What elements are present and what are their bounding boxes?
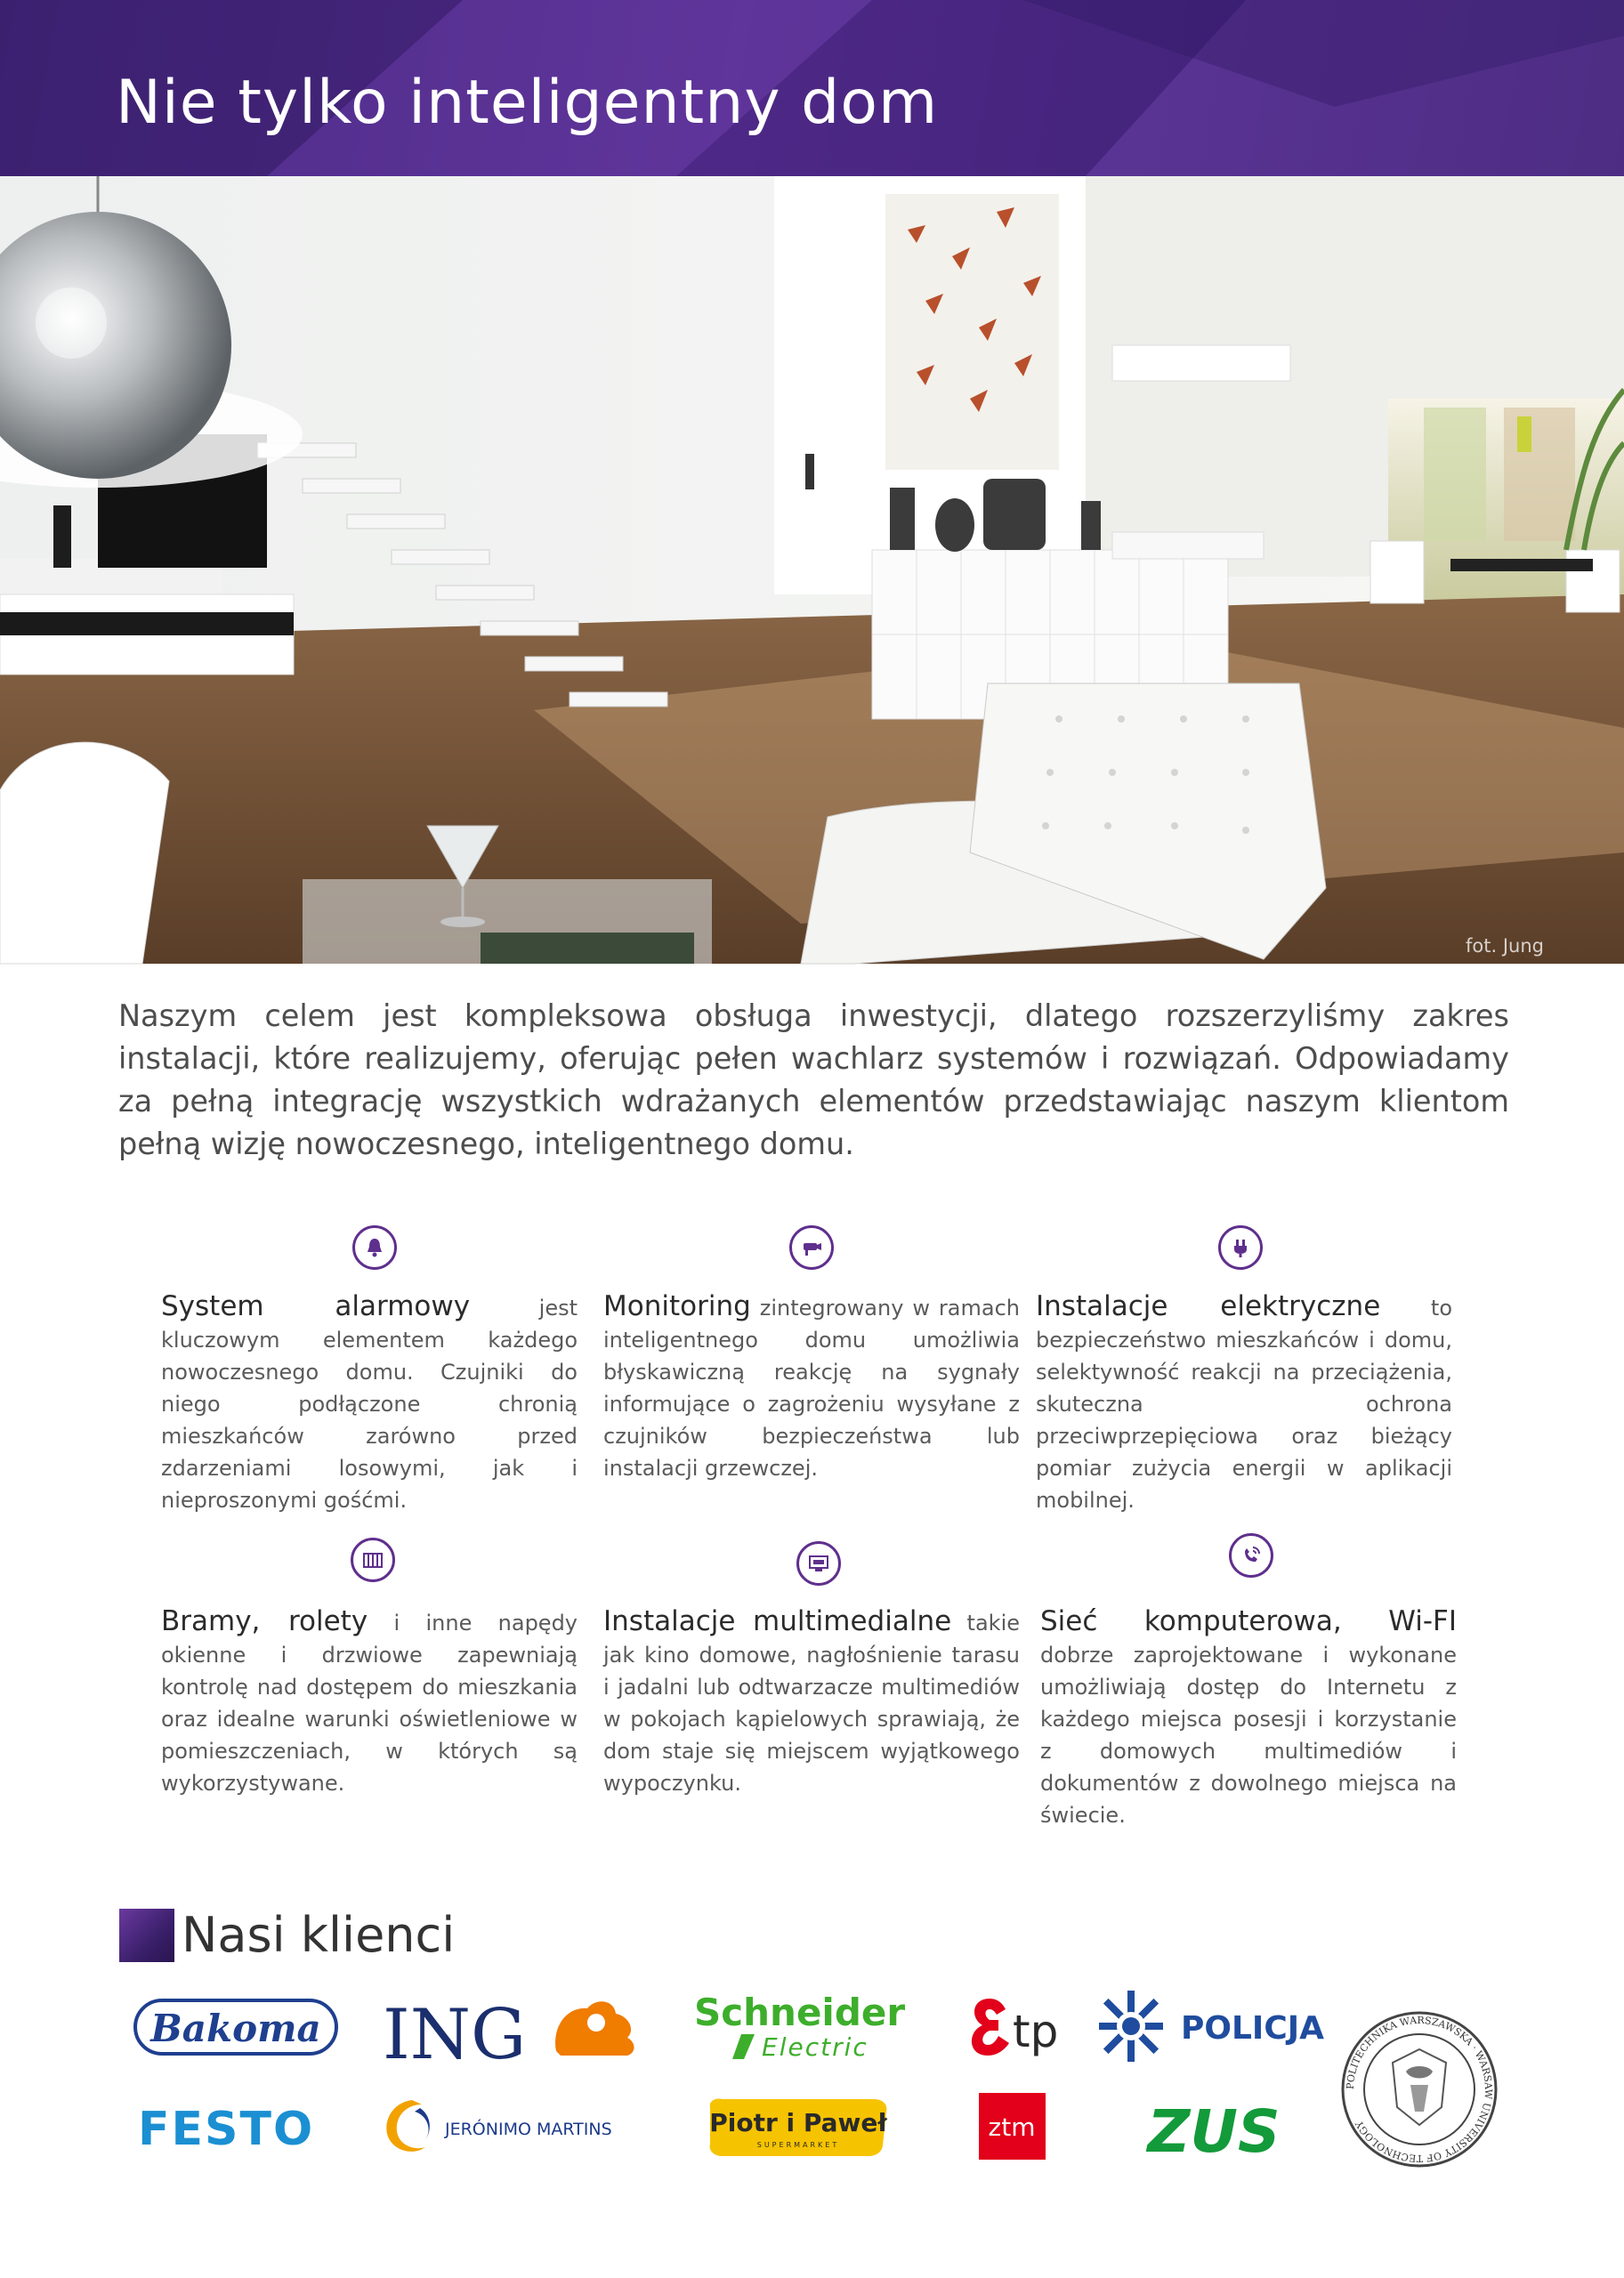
- alarm-bell-icon: [352, 1225, 397, 1270]
- feature-electrical: [1036, 1290, 1452, 1516]
- festo-logo: [138, 2102, 338, 2156]
- feature-title: Instalacje elektryczne: [1036, 1290, 1381, 1322]
- feature-title: Bramy, rolety: [161, 1605, 368, 1637]
- bakoma-logo: [133, 1995, 338, 2059]
- feature-text: zintegrowany w ramach inteligentnego domu umożliwia błyskawiczną reakcję na sygnały informujące o zagrożeniu wysyłane z czujników bezpieczeństwa lub instalacji grzewczej.: [603, 1296, 1020, 1481]
- schneider-text: Schneider: [694, 1991, 906, 2034]
- feature-title: Monitoring: [603, 1290, 751, 1322]
- policja-text: POLICJA: [1181, 2010, 1324, 2047]
- feature-gates-blinds: [161, 1605, 578, 1799]
- politechnika-warszawska-seal-logo: [1339, 2009, 1499, 2169]
- feature-title: Sieć komputerowa, Wi-FI: [1040, 1605, 1457, 1637]
- ing-lion-icon: [555, 2001, 634, 2056]
- living-room-illustration: [0, 176, 1624, 964]
- electric-plug-icon: [1218, 1225, 1263, 1270]
- header-banner: [0, 0, 1624, 176]
- feature-text: i inne napędy okienne i drzwiowe zapewniają kontrolę nad dostępem do mieszkania oraz idealne warunki oświetleniowe w pomieszczeniach, w których są wykorzystywane.: [161, 1611, 578, 1796]
- tp-text: tp: [1013, 2006, 1059, 2057]
- interior-photo: [0, 176, 1624, 964]
- policja-logo: [1099, 1989, 1324, 2064]
- zus-text: ZUS: [1147, 2097, 1281, 2166]
- piotr-i-pawel-logo: [705, 2096, 892, 2158]
- ing-logo: [383, 1989, 650, 2075]
- feature-monitoring: [603, 1290, 1020, 1484]
- feature-alarm-system: [161, 1290, 578, 1516]
- feature-text: takie jak kino domowe, nagłośnienie tarasu i jadalni lub odtwarzacze multimediów w pokojach kąpielowych sprawiają, że dom staje się miejscem wyjątkowego wypoczynku.: [603, 1611, 1021, 1796]
- tp-logo: [963, 1991, 1074, 2063]
- ztm-logo: [979, 2093, 1046, 2160]
- photo-left-mark: IG: [7, 941, 27, 962]
- feature-text: jest kluczowym elementem każdego nowoczesnego domu. Czujniki do niego podłączone chronią mieszkańców zarówno przed zdarzeniami losowymi, jak i nieproszonymi gośćmi.: [161, 1296, 578, 1513]
- feature-text: to bezpieczeństwo mieszkańców i domu, selektywność reakcji na przeciążenia, skuteczna ochrona przeciwprzepięciowa oraz bieżący pomiar zużycia energii w aplikacji mobilnej.: [1036, 1296, 1452, 1513]
- gate-icon: [351, 1538, 395, 1582]
- police-star-icon: [1099, 1991, 1163, 2062]
- feature-title: Instalacje multimedialne: [603, 1605, 952, 1637]
- wifi-phone-icon: [1229, 1533, 1273, 1578]
- multimedia-screen-icon: [796, 1541, 841, 1586]
- jeronimo-text: JERÓNIMO MARTINS: [445, 2120, 612, 2139]
- zus-logo: [1147, 2091, 1281, 2166]
- feature-network-wifi: [1040, 1605, 1457, 1831]
- piotr-pawel-subtext: SUPERMARKET: [756, 2141, 840, 2149]
- feature-text: dobrze zaprojektowane i wykonane umożliwiają dostęp do Internetu z każdego miejsca posesji i korzystanie z domowych multimediów i dokumentów z dowolnego miejsca na świecie.: [1040, 1643, 1457, 1828]
- cctv-camera-icon: [789, 1225, 834, 1270]
- piotr-pawel-text: Piotr i Paweł: [709, 2108, 887, 2137]
- clients-square-marker: [119, 1909, 174, 1962]
- feature-multimedia: [603, 1605, 1020, 1799]
- clients-title: Nasi klienci: [182, 1907, 456, 1963]
- jeronimo-martins-logo: [381, 2096, 639, 2158]
- intro-paragraph: Naszym celem jest kompleksowa obsługa inwestycji, dlatego rozszerzyliśmy zakres instalacji, które realizujemy, oferując pełen wachlarz systemów i rozwiązań. Odpowiadamy za pełną integrację wszystkich wdrażanych elementów przedstawiając naszym klientom pełną wizję nowoczesnego, inteligentnego domu.: [118, 998, 1509, 1161]
- festo-text: FESTO: [138, 2103, 315, 2156]
- electric-text: Electric: [762, 2032, 869, 2062]
- schneider-electric-logo: [692, 1991, 906, 2063]
- bakoma-text: Bakoma: [150, 2007, 321, 2050]
- photo-credit: fot. Jung: [1466, 935, 1544, 957]
- ztm-text: ztm: [988, 2112, 1036, 2142]
- page-title: Nie tylko inteligentny dom: [116, 68, 939, 138]
- feature-title: System alarmowy: [161, 1290, 471, 1322]
- seal-ring-text: POLITECHNIKA WARSZAWSKA · WARSAW UNIVERSITY OF TECHNOLOGY: [1344, 2014, 1495, 2165]
- ing-text: ING: [383, 1995, 527, 2075]
